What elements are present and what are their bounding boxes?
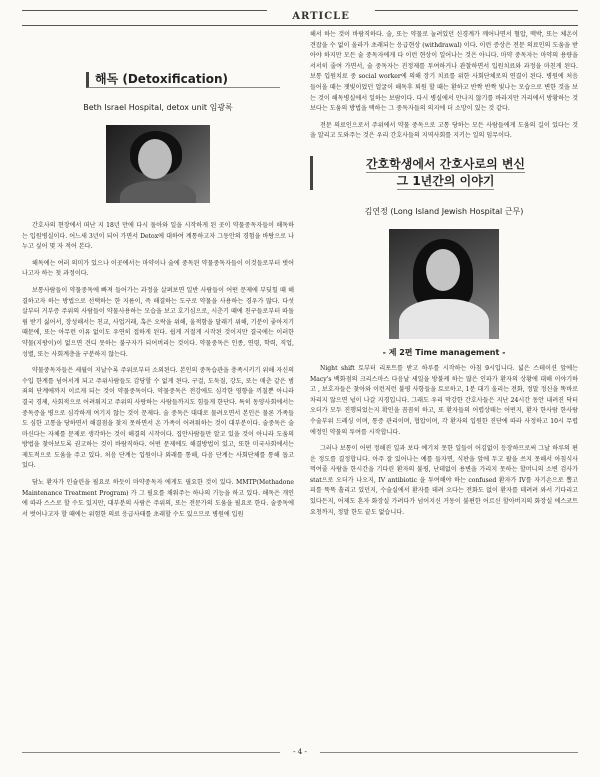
paragraph: 해서 하는 것이 바람직하다. 술, 또는 약물로 눌려있던 신경계가 깨어나면서 혈압, 맥박, 또는 체온이 견잡을 수 없이 올라가 초래되는 응급현상 (withdrawal) 이다. 이런 증상은 전문 의료인의 도움을 받아야 하지만 모든 술 중독자에게 다 이런 현상이 일어나는 것은 아니다. 마약 중독자는 마약의 용량을 서서히 줄여 가면서, 술 중독자는 진정제를 투여하거나 관찰하면서 입원치료와 과정을 마친게 된다. 보통 입원치료 중 social worker에 의해 장기 치료를 위한 사회단체로의 연결이 된다. 병원에 처음 들어올 때는 잿빛이었던 얼굴이 해독후 퇴원 할 때는 환하고 반짝 반짝 빛나는 모습으로 변한 것을 보는 것이 해독병실에서 일하는 보람이다. 다시 병실에서 만나지 않기를 바라지만 거리에서 방황하는 것보다는 도움의 방법을 택하는 그 중독자들의 의지에 더 소망이 있는 것 같다. [310, 31, 578, 113]
author-photo [106, 125, 210, 203]
paragraph: Night shift 토부터 리포트를 받고 하루를 시작하는 아침 9시입니다. 넓은 스테이션 앞에는 Macy's 백화점의 크리스마스 다음날 세일을 방불케 하는 많은 인파가 환자의 상황에 대해 이야기하고 , 보호자들은 찾아와 이런저런 불평 사항들을 토로하고, 1분 대기 울리는 전화, 정말 정신을 똑바로 차리지 않으면 넋이 나갈 지경입니다. 그래도 우리 막강한 간호사들은 지난 24시간 동안 내려진 닥터 오더가 모두 진행되었는지 확인을 꼼꼼히 하고, 또 환자들의 어렵상태는 어떤지, 환자 한사람 한사람 수술부위 드레싱 이며, 통증 관리이며, 협압이며, 각 환자의 입원한 진단에 따라 사정하고 10시 무렵에정인 약물의 투여를 시작합니다. [310, 364, 578, 436]
section-heading: - 제 2편 Time management - [382, 347, 506, 357]
author-byline: 김연정 (Long Island Jewish Hospital 근무) [364, 206, 524, 216]
page-number: - 4 - [280, 747, 320, 757]
right-column [310, 30, 578, 518]
paragraph: 그러나 보통이 어떤 정해진 일과 보다 예기치 못한 일들이 어김없이 등장하므로써 그날 하루의 편운 정도를 결정합니다. 아주 잘 있어나는 예를 들자면, 식판을 앞에 두고 팔을 쓰지 못해서 아침식사 먹여줄 사람을 한시간을 기다린 환자의 불평, 난데없이 용변을 가리지 못하는 할머니의 소변 검사가 stat으로 오더가 나오지, IV antibiotic 을 투여해야 하는 confused 환자가 IV를 자기손으로 뽑고 피를 뚝뚝 흘리고 있던지, 수술실에서 환자를 데려 오다는 전화도 없이 환자를 데려려 와서 기다리고 있다든지, 어제도 혼자 화장실 가려다가 넘어지신 거동이 불편한 어르신 할아버지의 화장실 에스코트 요청까지, 정말 한도 끝도 없습니다. [310, 445, 578, 516]
paragraph: 담노 환자가 인슐린을 필요로 하듯이 마약중독자 에게도 필요한 것이 있다. MMTP(Methadone Maintenance Treatment Program) 가 그 필요를 채워주는 하나의 기능을 하고 있다. 해독은 개인에 따라 스스로 할 수도 있지만, 대부분의 사람은 주위의, 또는 전문가의 도움을 필요로 한다. 술중독에서 벗어나고자 할 때에는 위험한 의료 응급사태를 초래할 수도 있으므로 병원에 입원 [22, 479, 294, 518]
paragraph: 보통사람들이 약물중독에 빠져 들어가는 과정을 살펴보면 일반 사람들이 어떤 문제에 부딪힐 때 해결하고자 하는 방법으로 선택하는 한 지름이, 즉 해결하는 도구로 약물을 사용하는 경우가 많다. 다섯 살부터 거부증 주위의 사람들이 약물사용하는 모습을 보고 호기심으로, 시춘기 때에 친구들로부터 따돌림 받기 싫어서, 장성해서는 친교, 사업거래, 혹은 오락을 위해, 울적함을 달래기 위해, 기분이 좋아지기 때문에, 또는 아무런 이유 없이도 우연히 접하게 된다. 쉽게 거절게 시작된 것이지만 결국에는 이러한 약물(지팡이)이 없으면 견디 못하는 불구자가 되어버리는 것이다. 약물중독은 인종, 연령, 학력, 직업, 성별, 또는 사회계층을 구분하지 않는다. [22, 286, 294, 358]
author-photo [389, 229, 499, 339]
paragraph: 약물중독자들은 세월이 지날수록 주위로부터 소외된다. 본인의 중독습관을 충족시키기 위해 자신의 수입 한계를 넘어서게 되고 주위사람들도 감당할 수 없게 된다. 구걸, 도둑질, 강도, 또는 매춘 같은 범죄의 단계에까지 이르게 되는 것이 약물중독이다. 약물중독은 전강에도 심각한 영향을 끼칠뿐 아니라 결국 경제, 사회적으로 어려워지고 주위의 사랑하는 사람들까지도 힘들게 한단다. 특히 동양사회에서는 중독증을 병으로 심각하게 여기지 않는 것이 문제다. 술 중독은 대대로 물려오면서 본인은 물론 가족들도 심한 고통을 당하면서 해결점을 찾지 못하면서 온 가족이 어려워하는 것이 대부분이다. 술중독은 술마신다는 자체를 문제로 생각하는 것이 해결의 시작이다. 집안사람들만 알고 있을 것이 아니라 도움의 방법을 찾아보도록 권고하는 것이 바람직하다. 어떤 문제에도 해결방법이 있고, 또한 미국사회에서는 제도적으로 도움을 주고 있다. 처음 단계는 입원이나 외래를 통해, 다음 단계는 사회단체를 통해 돕고 있다. [22, 367, 294, 470]
paragraph: 해독에는 여러 의미가 있으나 이곳에서는 마약이나 술에 중독된 약물중독자들이 이것들로부터 벗어나고자 하는 첫 과정이다. [22, 259, 294, 278]
section-label: ARTICLE [267, 10, 375, 24]
article-title [310, 156, 578, 190]
paragraph: 전문 의료인으로서 주위에서 약물 중독으로 고통 당하는 모든 사람들에게 도움의 길이 있다는 것을 알리고 도와주는 것은 우리 간호사들의 지역사회를 지키는 일의 임무이다. [310, 121, 578, 140]
paragraph: 간호사의 현장에서 떠난 지 18년 만에 다시 돌아와 일을 시작하게 된 곳이 약물중독자들이 해독하는 입원병실이다. 어느새 3년이 되어 가면서 Detox에 대하여 계통하고자 그동안의 경험을 바탕으로 나누고 싶어 몇 자 적어 본다. [22, 222, 294, 251]
article-title-line: 그 1년간의 이야기 [396, 173, 495, 188]
article-header-rule [22, 10, 578, 26]
author-byline: Beth Israel Hospital, detox unit 임광록 [83, 103, 233, 112]
left-column [22, 30, 294, 520]
article-title: 해독 (Detoxification) [86, 72, 280, 88]
article-title-line: 간호학생에서 간호사로의 변신 [365, 156, 526, 171]
